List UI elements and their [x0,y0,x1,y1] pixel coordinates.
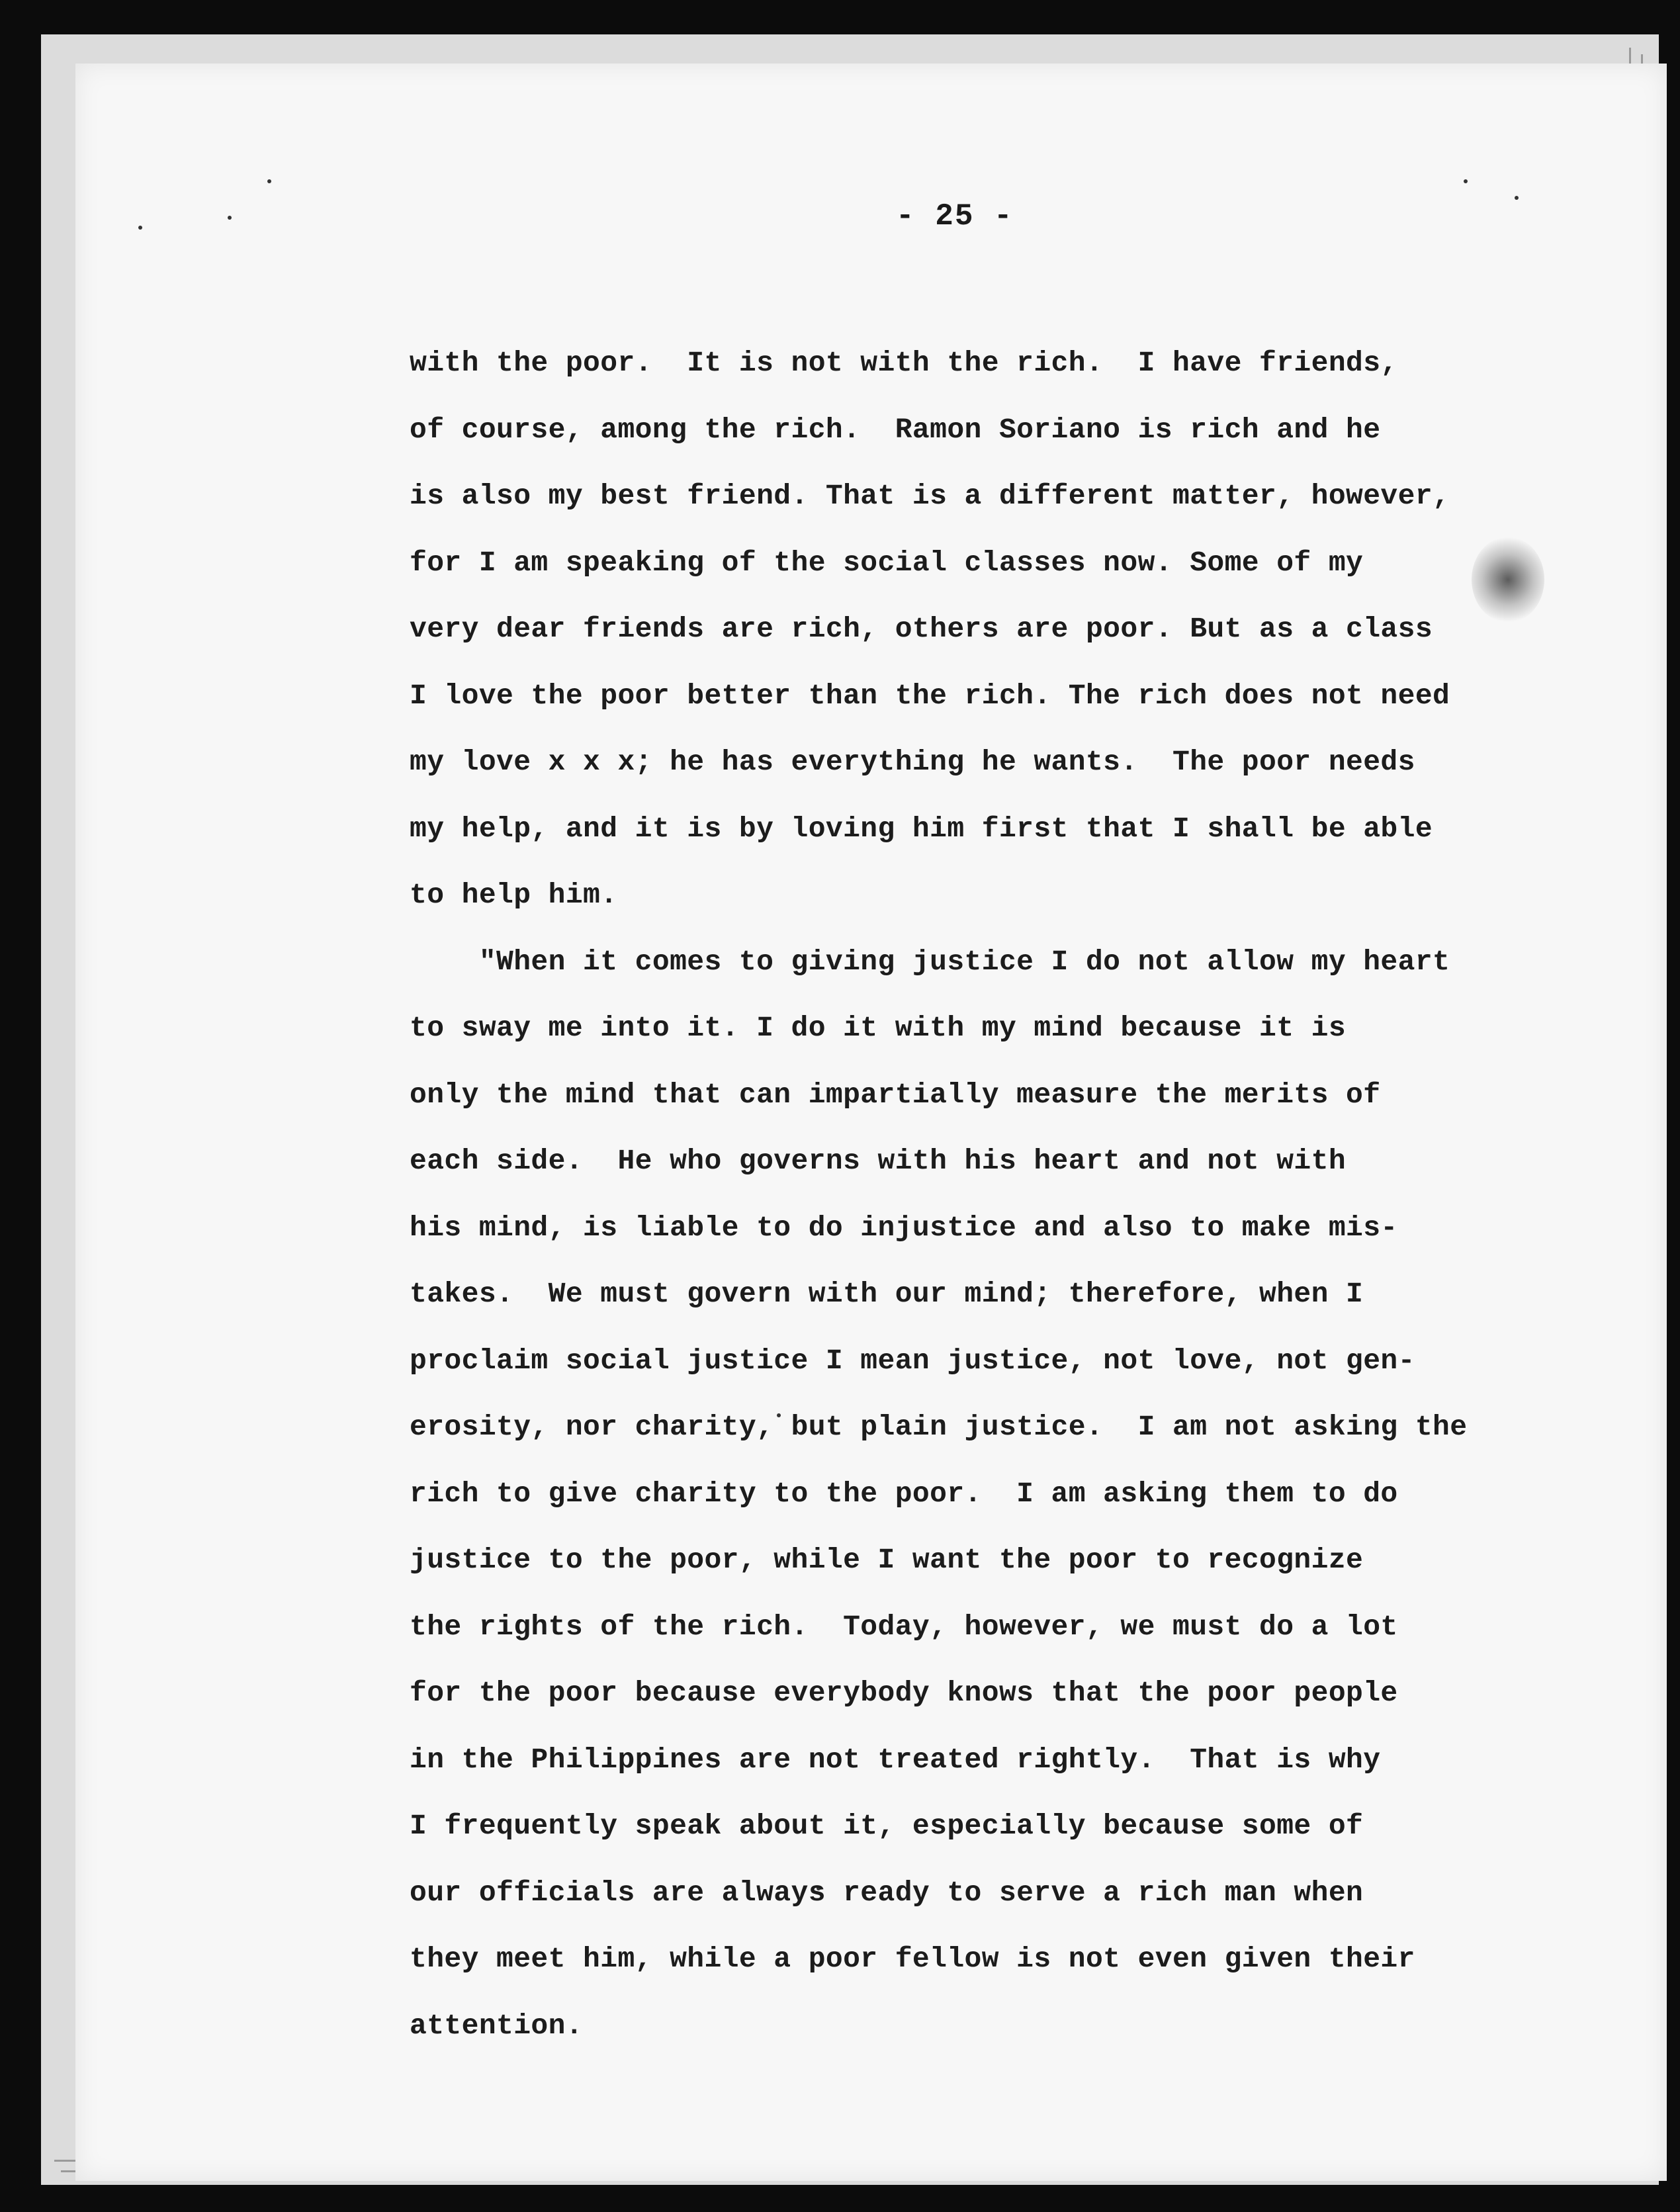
text-line-12: only the mind that can impartially measure the merits of [410,1078,1381,1111]
text-line-23: I frequently speak about it, especially because some of [410,1810,1364,1842]
text-line-22: in the Philippines are not treated rightly. That is why [410,1743,1381,1776]
text-line-21: for the poor because everybody knows that the poor people [410,1677,1398,1709]
text-line-16: proclaim social justice I mean justice, not love, not gen- [410,1344,1415,1377]
text-line-15: takes. We must govern with our mind; therefore, when I [410,1278,1364,1310]
text-line-14: his mind, is liable to do injustice and also to make mis- [410,1211,1398,1244]
text-line-26: attention. [410,2009,584,2042]
text-line-4: for I am speaking of the social classes now. Some of my [410,546,1364,579]
text-line-25: they meet him, while a poor fellow is not even given their [410,1943,1415,1975]
text-line-2: of course, among the rich. Ramon Soriano is rich and he [410,413,1381,446]
document-page [75,64,1667,2181]
text-line-1: with the poor. It is not with the rich. I have friends, [410,347,1398,379]
text-line-17: erosity, nor charity, but plain justice. I am not asking the [410,1411,1468,1443]
text-line-10: "When it comes to giving justice I do not allow my heart [410,945,1450,978]
text-line-7: my love x x x; he has everything he wants. The poor needs [410,746,1415,778]
ink-speck [1515,196,1519,200]
ink-speck [267,179,271,183]
ink-speck [228,216,232,220]
text-line-18: rich to give charity to the poor. I am asking them to do [410,1477,1398,1510]
page-number: - 25 - [896,199,1014,234]
ink-speck [138,226,142,230]
body-text [410,330,1667,2059]
text-line-3: is also my best friend. That is a different matter, however, [410,480,1450,512]
text-line-20: the rights of the rich. Today, however, we must do a lot [410,1610,1398,1643]
text-line-11: to sway me into it. I do it with my mind because it is [410,1012,1347,1044]
text-line-5: very dear friends are rich, others are poor. But as a class [410,613,1433,645]
text-line-6: I love the poor better than the rich. The rich does not need [410,679,1450,712]
text-line-24: our officials are always ready to serve a rich man when [410,1876,1364,1909]
page-stack [41,34,1659,2185]
text-line-19: justice to the poor, while I want the poor to recognize [410,1544,1364,1576]
text-line-8: my help, and it is by loving him first that I shall be able [410,812,1433,845]
text-line-9: to help him. [410,879,618,911]
text-line-13: each side. He who governs with his heart and not with [410,1145,1347,1177]
ink-speck [1464,179,1468,183]
